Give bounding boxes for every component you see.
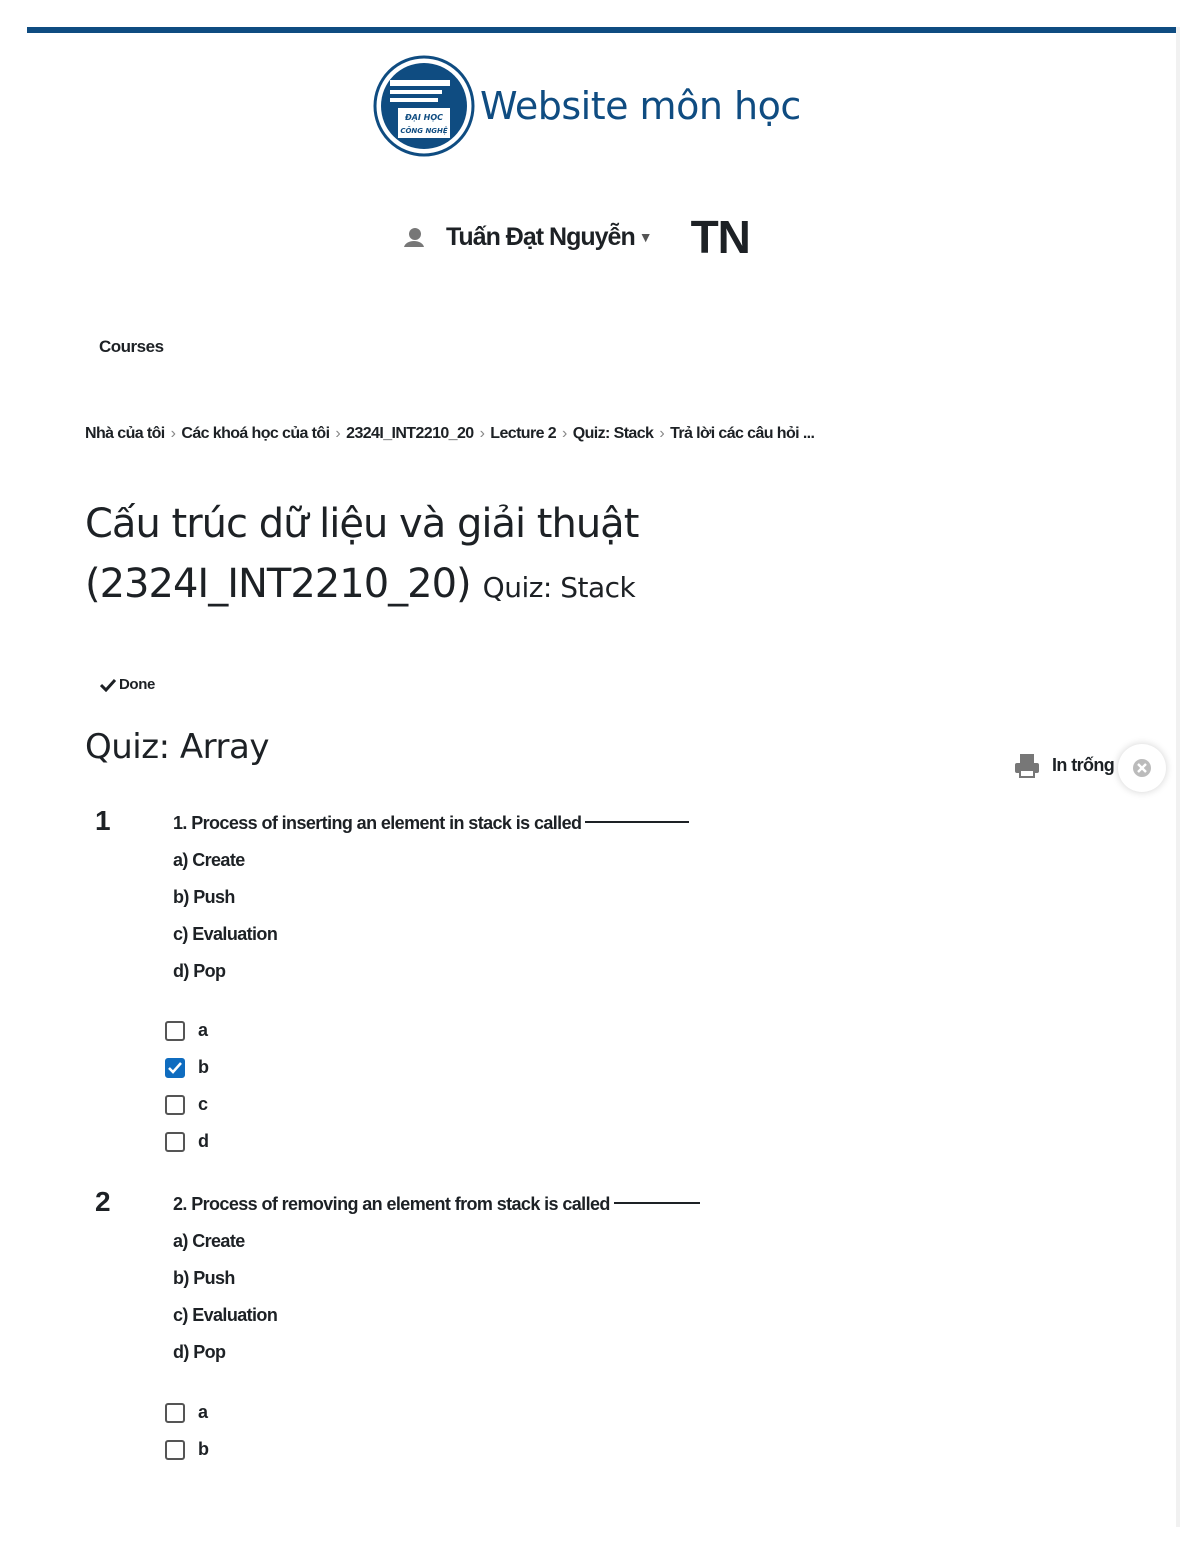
quiz-title: Quiz: Array — [85, 727, 269, 767]
question-text — [173, 805, 689, 990]
breadcrumb-item[interactable]: Các khoá học của tôi — [181, 425, 330, 442]
breadcrumb-item[interactable]: 2324I_INT2210_20 — [346, 425, 474, 442]
option-text: d) Pop — [173, 961, 226, 981]
done-label: Done — [119, 676, 155, 693]
option-text: d) Pop — [173, 1342, 226, 1362]
answer-blank — [614, 1202, 700, 1204]
check-icon — [168, 1062, 182, 1074]
answer-label[interactable]: b — [198, 1057, 209, 1077]
answer-label[interactable]: b — [198, 1439, 209, 1459]
course-title: Cấu trúc dữ liệu và giải thuật — [85, 501, 639, 547]
answer-blank — [585, 821, 689, 823]
chevron-right-icon: › — [659, 425, 665, 442]
option-text: b) Push — [173, 887, 235, 907]
top-accent-bar — [27, 27, 1176, 33]
course-code: (2324I_INT2210_20) — [85, 561, 471, 607]
answer-label[interactable]: a — [198, 1402, 209, 1422]
option-text: b) Push — [173, 1268, 235, 1288]
close-button[interactable] — [1118, 744, 1166, 792]
option-text: a) Create — [173, 1231, 245, 1251]
page-edge — [1176, 27, 1180, 1527]
question-number: 1 — [95, 805, 111, 836]
user-icon — [402, 225, 426, 249]
answer-option[interactable] — [165, 1123, 209, 1160]
checkbox[interactable] — [165, 1403, 185, 1423]
print-label[interactable]: In trống — [1052, 754, 1115, 775]
answer-list — [165, 1394, 209, 1468]
user-menu[interactable] — [402, 212, 750, 262]
answer-label[interactable]: c — [198, 1094, 209, 1114]
nav-courses[interactable]: Courses — [99, 337, 164, 356]
logo-text-bottom: CÔNG NGHỆ — [400, 127, 448, 135]
option-text: a) Create — [173, 850, 245, 870]
breadcrumb-item[interactable]: Nhà của tôi — [85, 425, 165, 442]
chevron-down-icon[interactable]: ▼ — [638, 229, 653, 245]
completion-badge — [100, 676, 155, 693]
university-logo-icon — [372, 54, 476, 158]
checkbox[interactable] — [165, 1021, 185, 1041]
avatar[interactable]: TN — [690, 211, 750, 263]
answer-option[interactable] — [165, 1012, 209, 1049]
question-number: 2 — [95, 1186, 111, 1217]
breadcrumb-item[interactable]: Quiz: Stack — [572, 425, 654, 442]
option-text: c) Evaluation — [173, 1305, 278, 1325]
page-title — [85, 494, 638, 618]
answer-label[interactable]: a — [198, 1020, 209, 1040]
printer-icon — [1014, 752, 1040, 778]
close-icon — [1132, 758, 1152, 778]
checkbox-checked[interactable] — [165, 1058, 185, 1078]
checkbox[interactable] — [165, 1440, 185, 1460]
user-name[interactable]: Tuấn Đạt Nguyễn — [446, 222, 635, 251]
answer-option[interactable] — [165, 1431, 209, 1468]
checkbox[interactable] — [165, 1132, 185, 1152]
page-subtitle: Quiz: Stack — [482, 571, 636, 604]
chevron-right-icon: › — [479, 425, 485, 442]
answer-option[interactable] — [165, 1049, 209, 1086]
answer-option[interactable] — [165, 1394, 209, 1431]
checkbox[interactable] — [165, 1095, 185, 1115]
answer-option[interactable] — [165, 1086, 209, 1123]
print-button[interactable] — [1014, 752, 1114, 778]
question-text — [173, 1186, 700, 1371]
chevron-right-icon: › — [562, 425, 567, 442]
site-brand[interactable] — [372, 54, 801, 158]
breadcrumb-item[interactable]: Lecture 2 — [490, 425, 557, 442]
question-prompt: 2. Process of removing an element from stack is called — [173, 1194, 610, 1214]
option-text: c) Evaluation — [173, 924, 278, 944]
site-name[interactable]: Website môn học — [480, 84, 801, 128]
logo-text-top: ĐẠI HỌC — [404, 113, 444, 122]
breadcrumb-item-current: Trả lời các câu hỏi ... — [670, 425, 815, 442]
breadcrumb — [85, 425, 814, 443]
answer-list — [165, 1012, 209, 1160]
check-icon — [100, 678, 116, 692]
chevron-right-icon: › — [335, 425, 341, 442]
question-prompt: 1. Process of inserting an element in stack is called — [173, 813, 582, 833]
chevron-right-icon: › — [170, 425, 176, 442]
answer-label[interactable]: d — [198, 1131, 209, 1151]
